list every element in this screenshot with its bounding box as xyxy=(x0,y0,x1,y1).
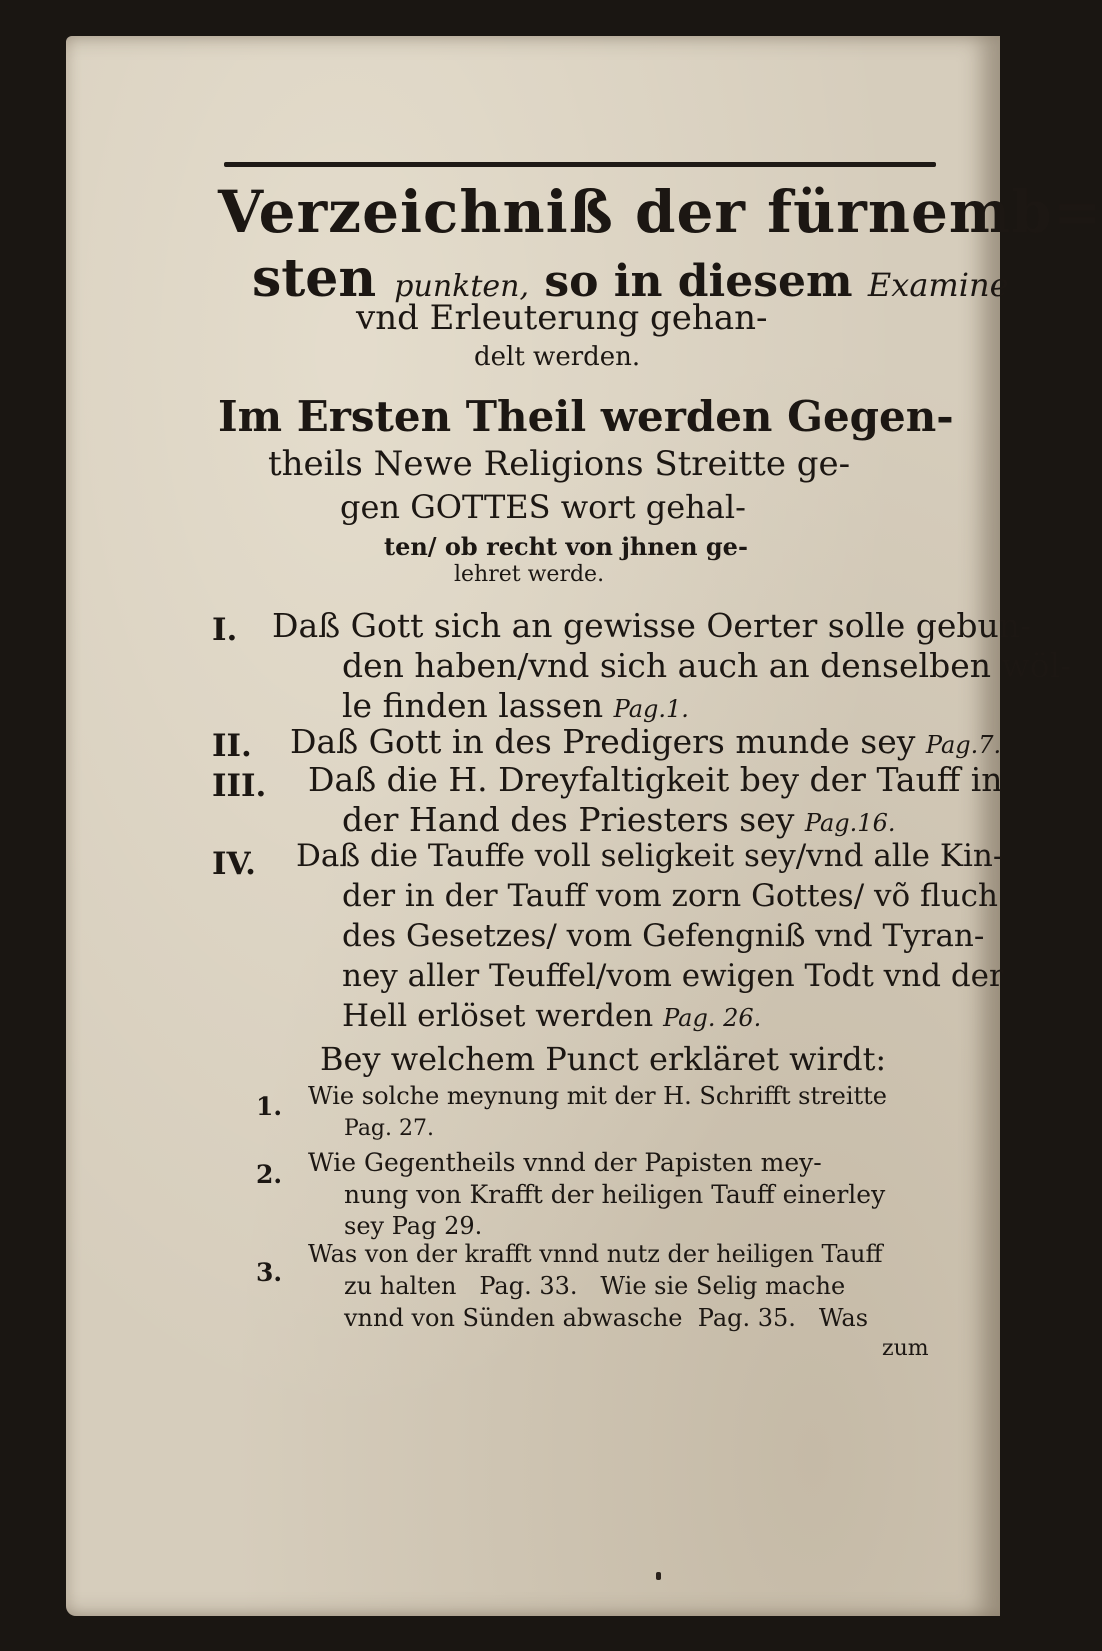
page-ref: Pag.1. xyxy=(613,695,689,723)
title-line-3: vnd Erleuterung gehan- xyxy=(356,298,768,338)
part-line-4: ten/ ob recht von jhnen ge- xyxy=(384,532,748,561)
page-ref: Pag. 26. xyxy=(663,1004,762,1032)
title-word: sten xyxy=(252,248,395,309)
item-text: des Gesetzes/ vom Gefengniß vnd Tyran- xyxy=(342,918,985,954)
title-word: so in diesem xyxy=(529,256,868,307)
item-text: Daß die H. Dreyfaltigkeit bey der Tauff in xyxy=(308,760,1003,799)
item-text-line: Hell erlöset werden xyxy=(342,998,654,1034)
page-ref: Pag.7. xyxy=(925,731,1002,759)
title-line-1: Verzeichniß der fürnemb= xyxy=(218,178,1102,246)
part-line-3: gen GOTTES wort gehal- xyxy=(340,488,746,526)
item-text-line: le finden lassen xyxy=(342,686,604,725)
subitem-number: 2. xyxy=(256,1160,283,1189)
item-text xyxy=(342,800,895,839)
item-text xyxy=(342,998,761,1034)
subitem-text: sey Pag 29. xyxy=(344,1212,483,1240)
subitem-text: zu halten Pag. 33. Wie sie Selig mache xyxy=(344,1272,846,1300)
item-text: Daß Gott sich an gewisse Oerter solle gebun- xyxy=(272,606,1032,645)
item-text: der in der Tauff vom zorn Gottes/ võ fluch xyxy=(342,878,999,914)
subitem-text: vnnd von Sünden abwasche Pag. 35. Was xyxy=(344,1304,869,1332)
signature-mark xyxy=(656,1572,661,1580)
subitem-text: Wie solche meynung mit der H. Schrifft streitte xyxy=(308,1082,887,1110)
subitem-number: 1. xyxy=(256,1092,283,1121)
item-text: den haben/vnd sich auch an denselben wöl- xyxy=(342,646,1072,685)
part-line-5: lehret werde. xyxy=(454,562,605,587)
subitem-text: nung von Krafft der heiligen Tauff einerley xyxy=(344,1180,886,1209)
subheading: Bey welchem Punct erkläret wirdt: xyxy=(320,1040,887,1078)
top-rule xyxy=(224,162,936,167)
page-ref: Pag.16. xyxy=(804,809,896,837)
item-number: I. xyxy=(212,612,238,648)
item-text-line: der Hand des Priesters sey xyxy=(342,800,795,839)
item-text xyxy=(342,686,689,725)
item-number: II. xyxy=(212,728,252,764)
item-number: IV. xyxy=(212,846,256,882)
item-text xyxy=(290,722,1001,761)
item-text-line: Daß Gott in des Predigers munde sey xyxy=(290,722,916,761)
title-line-4: delt werden. xyxy=(474,342,641,372)
item-text: ney aller Teuffel/vom ewigen Todt vnd der xyxy=(342,958,1004,994)
title-word-italic: punkten, xyxy=(394,269,529,304)
subitem-text: Pag. 27. xyxy=(344,1116,434,1141)
subitem-text: Was von der krafft vnnd nutz der heiligen Tauff xyxy=(308,1240,883,1268)
part-line-2: theils Newe Religions Streitte ge- xyxy=(268,444,851,484)
item-number: III. xyxy=(212,768,267,804)
subitem-number: 3. xyxy=(256,1258,283,1287)
item-text: Daß die Tauffe voll seligkeit sey/vnd alle Kin- xyxy=(296,838,1004,874)
catchword: zum xyxy=(882,1336,929,1361)
subitem-text: Wie Gegentheils vnnd der Papisten mey- xyxy=(308,1148,822,1177)
part-line-1: Im Ersten Theil werden Gegen- xyxy=(218,392,954,441)
title-word-italic: Examine xyxy=(867,266,1009,304)
